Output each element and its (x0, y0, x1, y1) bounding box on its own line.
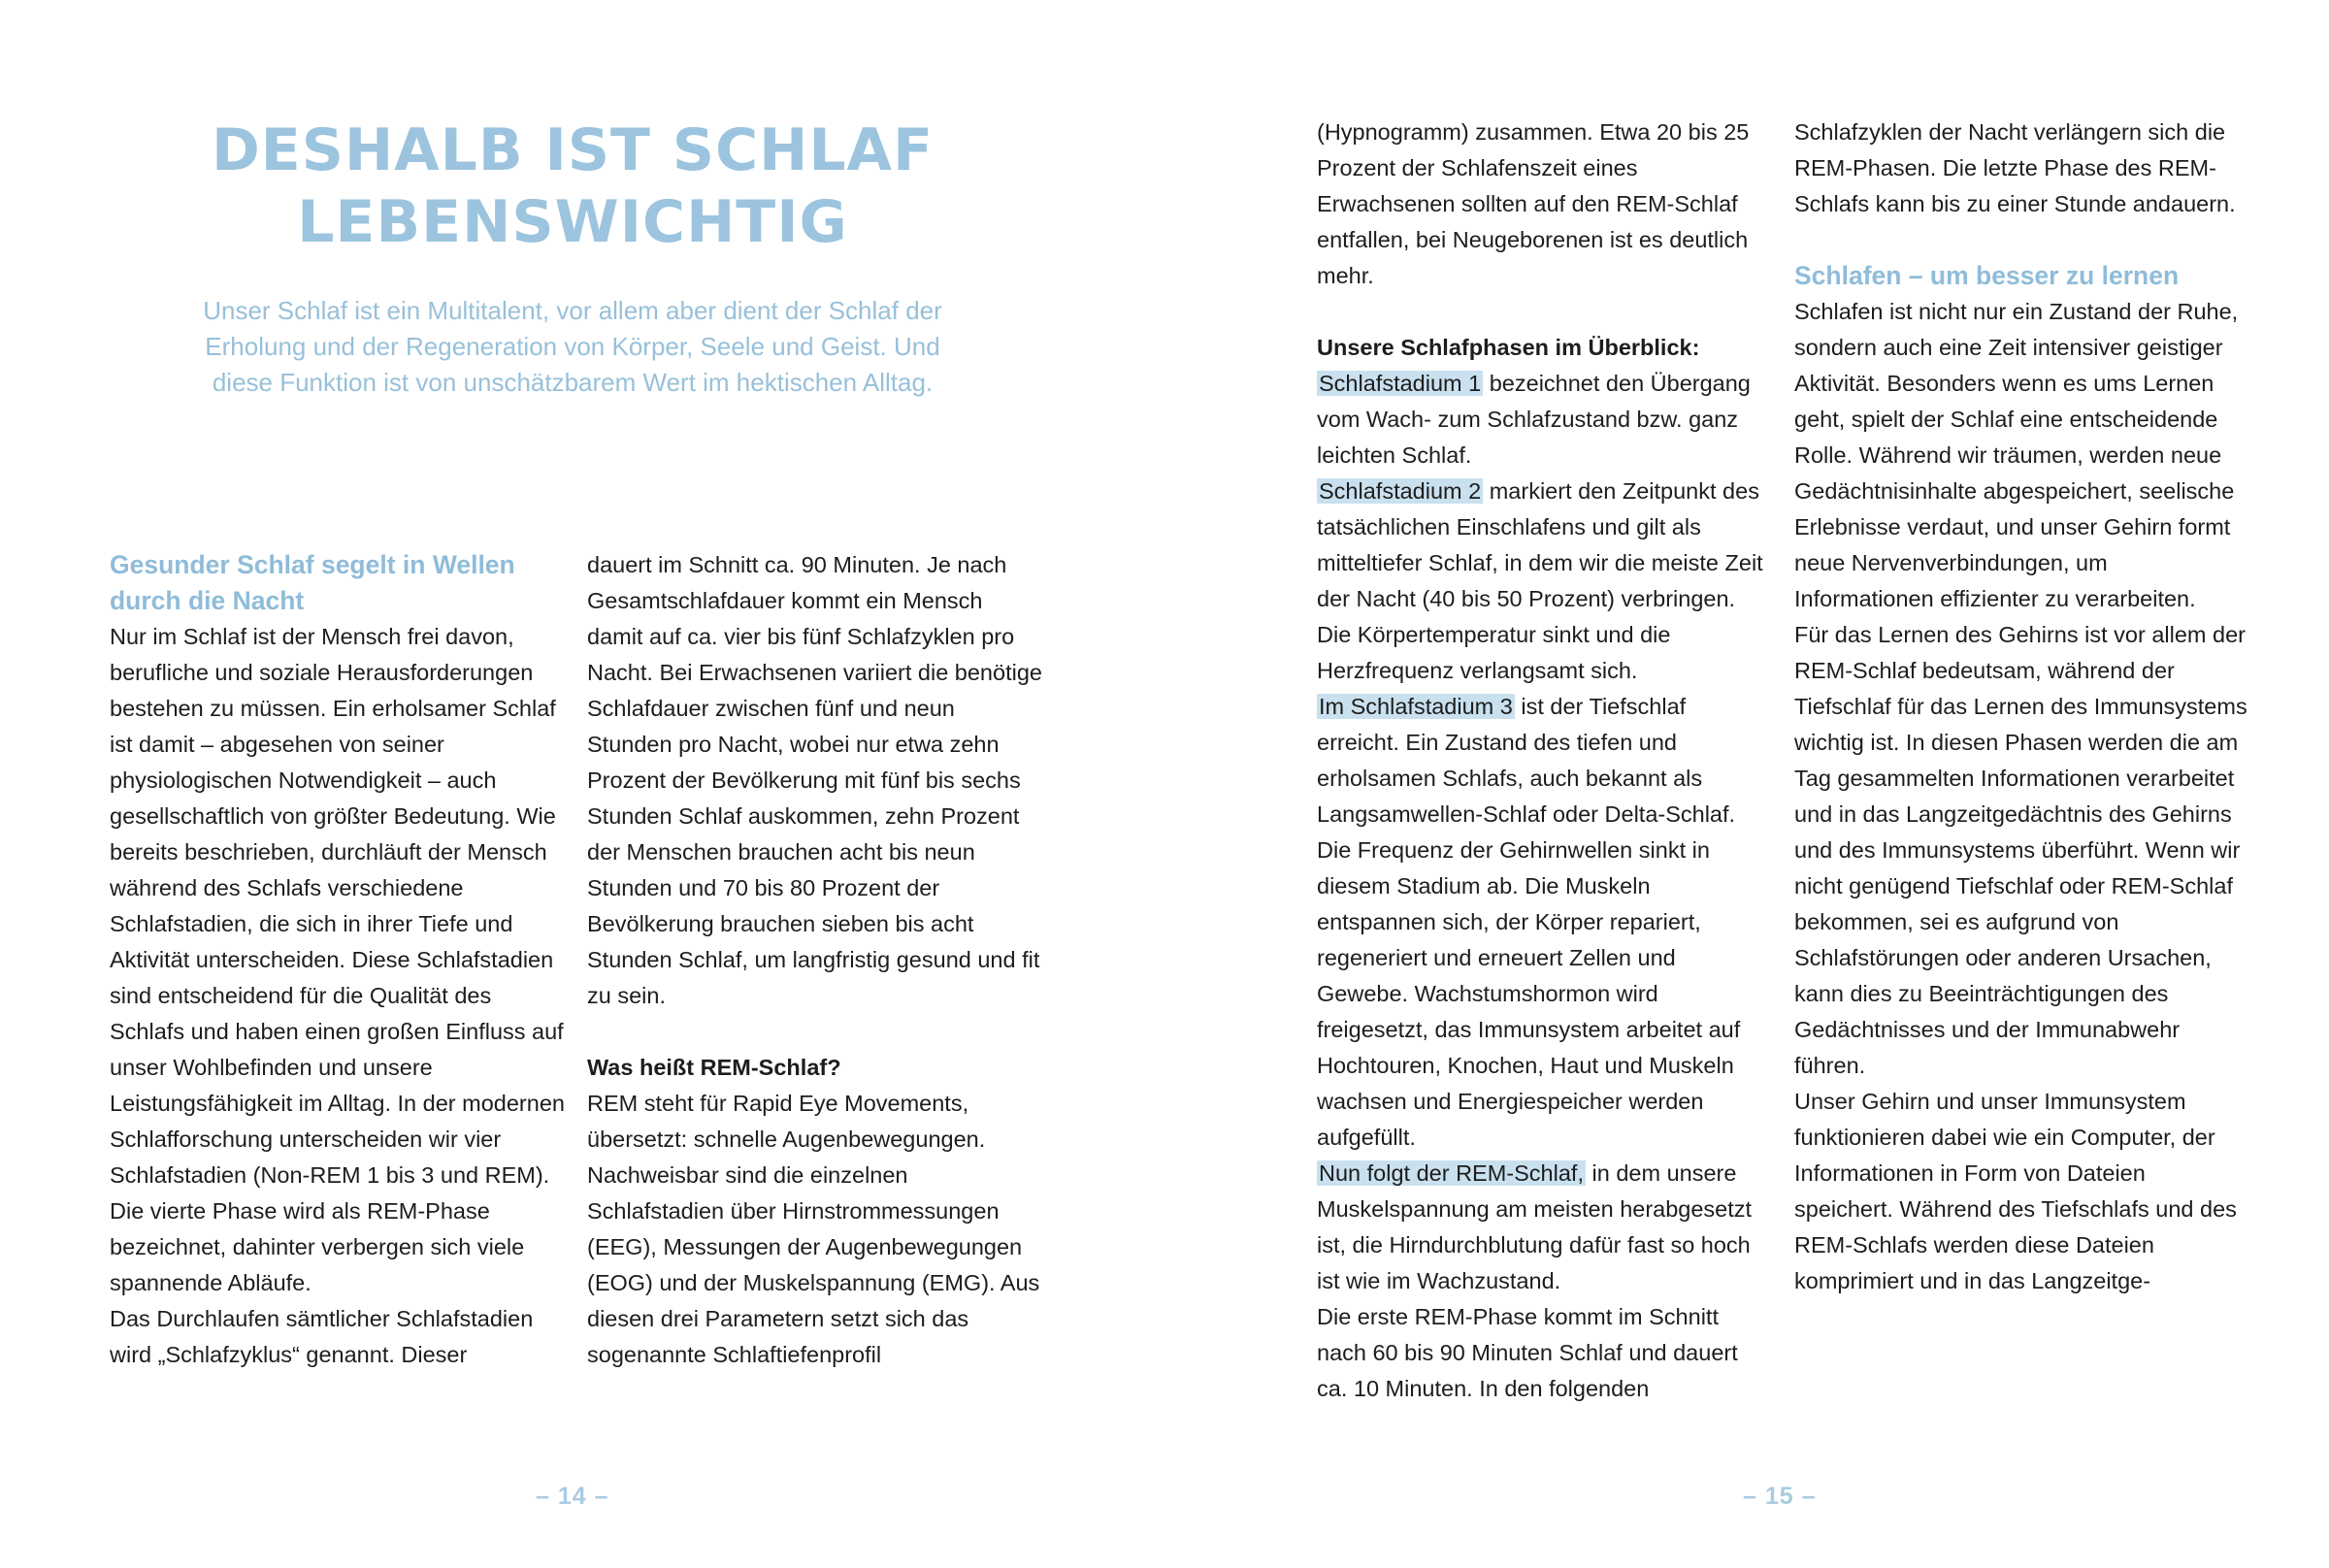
right-column-2 (1794, 114, 2250, 1299)
rem-highlight: Nun folgt der REM-Schlaf, (1319, 1160, 1584, 1186)
body-paragraph: (Hypnogramm) zusammen. Etwa 20 bis 25 Prozent der Schlafenszeit eines Erwachsenen sollten auf den REM-Schlaf entfallen, bei Neugeborenen ist es deutlich mehr. (1317, 119, 1750, 288)
body-paragraph: Das Durchlaufen sämtlicher Schlafstadien wird „Schlafzyklus“ genannt. Dieser (110, 1306, 534, 1367)
section-heading-waves: Gesunder Schlaf segelt in Wellen durch die Nacht (110, 550, 515, 615)
body-paragraph: Für das Lernen des Gehirns ist vor allem der REM-Schlaf bedeutsam, während der Tiefschlaf für das Lernen des Immunsystems wichtig ist. In diesen Phasen werden die am Tag gesammelten Informationen verarbeitet und in das Langzeitgedächtnis des Gehirns und des Immunsystems überführt. Wenn wir nicht genügend Tiefschlaf oder REM-Schlaf bekommen, sei es aufgrund von Schlafstörungen oder anderen Ursachen, kann dies zu Beeinträchtigungen des Gedächtnisses und der Immunabwehr führen. (1794, 622, 2247, 1078)
stage-2-text: markiert den Zeitpunkt des tatsächlichen Einschlafens und gilt als mitteltiefer Schlaf, in dem wir die meiste Zeit der Nacht (40 bis 50 Prozent) verbringen. Die Körpertemperatur sinkt und die Herzfrequenz verlangsamt sich. (1317, 478, 1763, 683)
stage-2-highlight: Schlafstadium 2 (1319, 478, 1482, 504)
stage-3-highlight: Im Schlafstadium 3 (1319, 694, 1513, 719)
left-column-1 (110, 547, 566, 1373)
page-number-left: – 14 – (536, 1483, 609, 1510)
right-column-1 (1317, 114, 1773, 1407)
body-paragraph: Nur im Schlaf ist der Mensch frei davon, berufliche und soziale Herausforderungen bestehen zu müssen. Ein erholsamer Schlaf ist damit – abgesehen von seiner physiologischen Notwendigkeit – auch gesellschaftlich von größter Bedeutung. Wie bereits beschrieben, durchläuft der Mensch während des Schlafs verschiedene Schlafstadien, die sich in ihrer Tiefe und Aktivität unterscheiden. Diese Schlafstadien sind entscheidend für die Qualität des Schlafs und haben einen großen Einfluss auf unser Wohlbefinden und unsere Leistungsfähigkeit im Alltag. In der modernen Schlafforschung unterscheiden wir vier Schlafstadien (Non-REM 1 bis 3 und REM). Die vierte Phase wird als REM-Phase bezeichnet, dahinter verbergen sich viele spannende Abläufe. (110, 624, 565, 1295)
body-paragraph: Unser Gehirn und unser Immunsystem funktionieren dabei wie ein Computer, der Informationen in Form von Dateien speichert. Während des Tiefschlafs und des REM-Schlafs werden diese Dateien komprimiert und in das Langzeitge- (1794, 1089, 2237, 1293)
section-heading-phases: Unsere Schlafphasen im Überblick: (1317, 335, 1700, 360)
section-heading-learning: Schlafen – um besser zu lernen (1794, 261, 2180, 290)
body-paragraph: Die erste REM-Phase kommt im Schnitt nach 60 bis 90 Minuten Schlaf und dauert ca. 10 Minuten. In den folgenden (1317, 1304, 1738, 1401)
page-title: DESHALB IST SCHLAF LEBENSWICHTIG (212, 116, 934, 256)
intro-text: Unser Schlaf ist ein Multitalent, vor allem aber dient der Schlaf der Erholung und der Regeneration von Körper, Seele und Geist. Und diese Funktion ist von unschätzbarem Wert im hektischen Alltag. (203, 296, 942, 397)
stage-3-paragraph (1317, 689, 1773, 1156)
stage-3-text: ist der Tiefschlaf erreicht. Ein Zustand des tiefen und erholsamen Schlafs, auch bekannt als Langsamwellen-Schlaf oder Delta-Schlaf. Die Frequenz der Gehirnwellen sinkt in diesem Stadium ab. Die Muskeln entspannen sich, der Körper repariert, regeneriert und erneuert Zellen und Gewebe. Wachstumshormon wird freigesetzt, das Immunsystem arbeitet auf Hochtouren, Knochen, Haut und Muskeln wachsen und Energiespeicher werden aufgefüllt. (1317, 694, 1741, 1150)
body-paragraph: REM steht für Rapid Eye Movements, übersetzt: schnelle Augenbewegungen. Nachweisbar sind die einzelnen Schlafstadien über Hirnstrommessungen (EEG), Messungen der Augenbewegungen (EOG) und der Muskelspannung (EMG). Aus diesen drei Parametern setzt sich das sogenannte Schlaftiefenprofil (587, 1091, 1040, 1367)
stage-2-paragraph (1317, 474, 1773, 689)
left-column-2 (587, 547, 1043, 1373)
rem-paragraph (1317, 1156, 1773, 1299)
section-heading-rem: Was heißt REM-Schlaf? (587, 1055, 841, 1080)
body-paragraph: Schlafen ist nicht nur ein Zustand der Ruhe, sondern auch eine Zeit intensiver geistiger Aktivität. Besonders wenn es ums Lernen geht, spielt der Schlaf eine entscheidende Rolle. Während wir träumen, werden neue Gedächtnisinhalte abgespeichert, seelische Erlebnisse verdaut, und unser Gehirn formt neue Nervenverbindungen, um Informationen effizienter zu verarbeiten. (1794, 299, 2239, 611)
body-paragraph: Schlafzyklen der Nacht verlängern sich die REM-Phasen. Die letzte Phase des REM-Schlafs kann bis zu einer Stunde andauern. (1794, 119, 2236, 216)
stage-1-text: bezeichnet den Übergang vom Wach- zum Schlafzustand bzw. ganz leichten Schlaf. (1317, 371, 1751, 468)
body-paragraph: dauert im Schnitt ca. 90 Minuten. Je nach Gesamtschlafdauer kommt ein Mensch damit auf ca. vier bis fünf Schlafzyklen pro Nacht. Bei Erwachsenen variiert die benötige Schlafdauer zwischen fünf und neun Stunden pro Nacht, wobei nur etwa zehn Prozent der Bevölkerung mit fünf bis sechs Stunden Schlaf auskommen, zehn Prozent der Menschen brauchen acht bis neun Stunden und 70 bis 80 Prozent der Bevölkerung brauchen sieben bis acht Stunden Schlaf, um langfristig gesund und fit zu sein. (587, 552, 1042, 1008)
rem-text: in dem unsere Muskelspannung am meisten herabgesetzt ist, die Hirndurchblutung dafür fast so hoch ist wie im Wachzustand. (1317, 1160, 1753, 1293)
stage-1-paragraph (1317, 366, 1773, 474)
page-number-right: – 15 – (1743, 1483, 1817, 1510)
stage-1-highlight: Schlafstadium 1 (1319, 371, 1482, 396)
